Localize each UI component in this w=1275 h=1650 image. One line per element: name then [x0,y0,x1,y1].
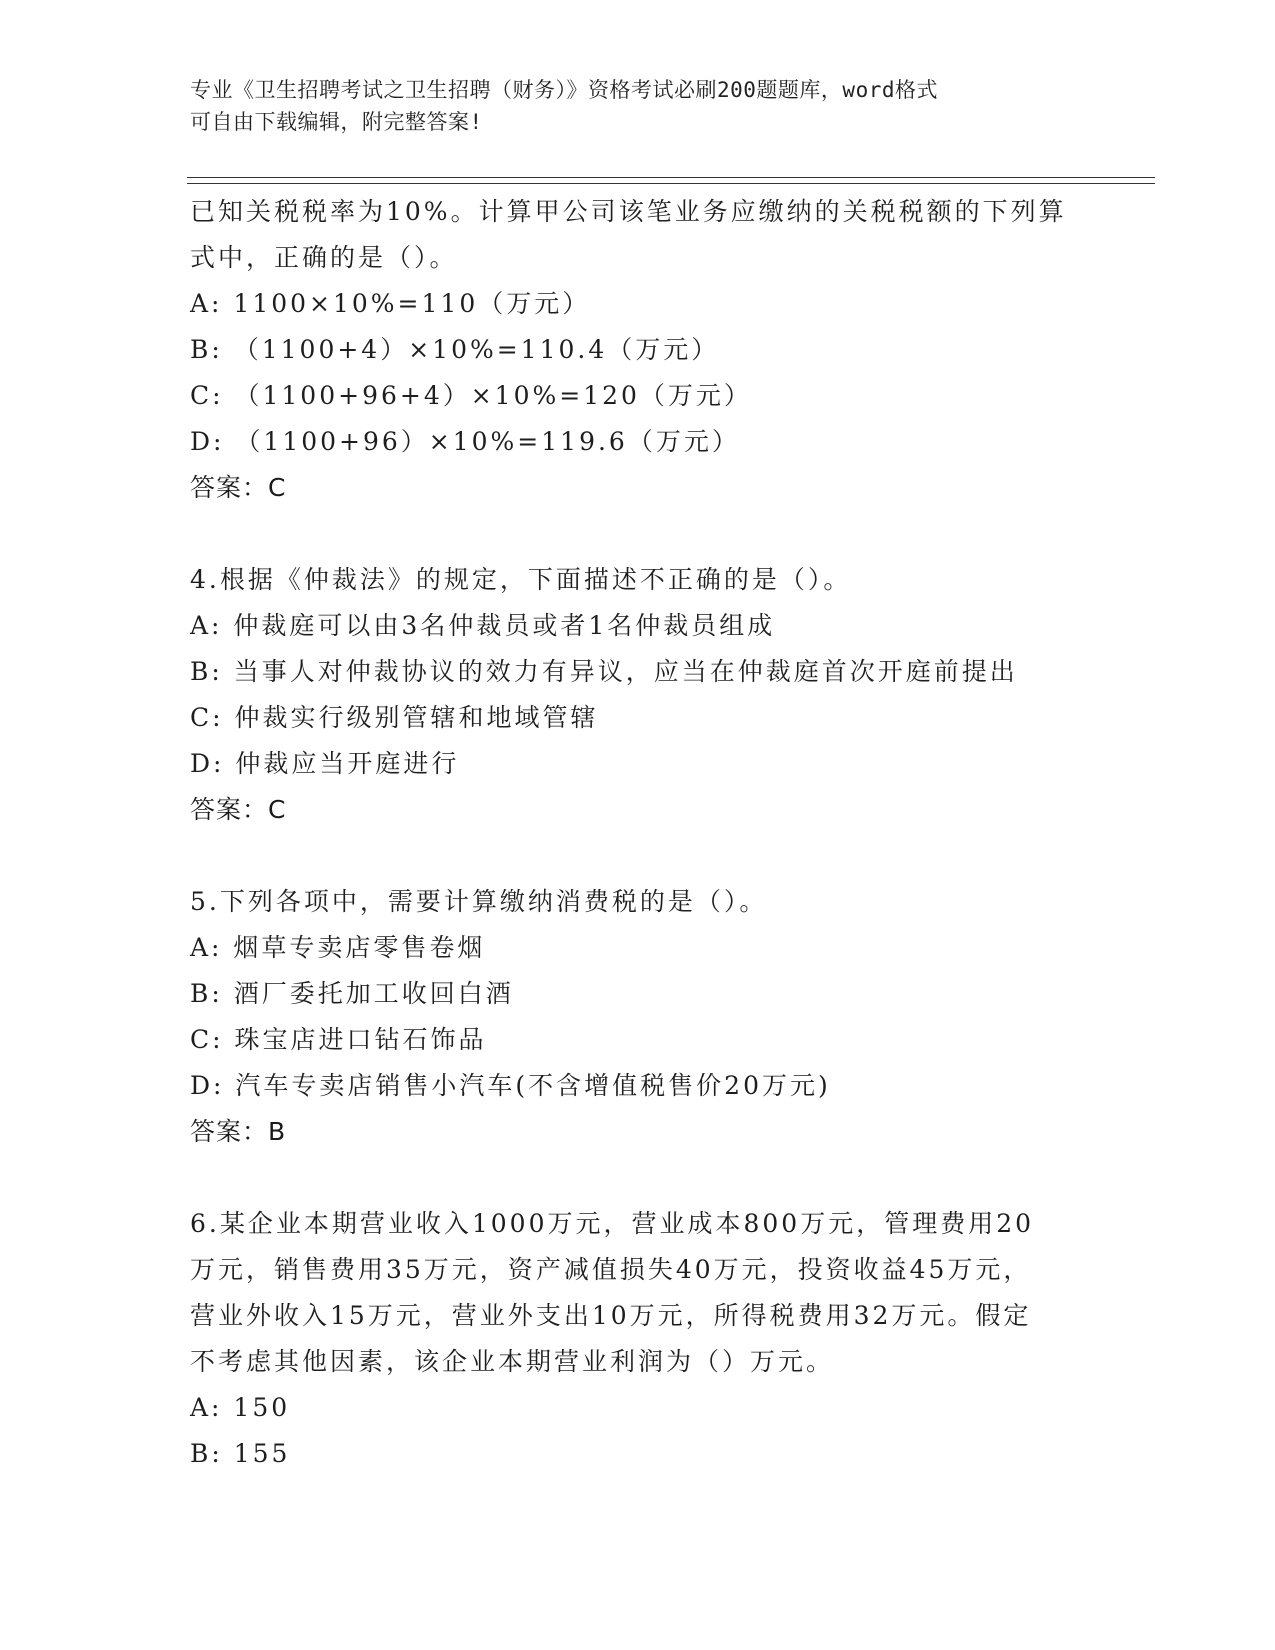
option-d: D: （1100+96）×10%=119.6（万元） [190,427,740,456]
option-a: A: 烟草专卖店零售卷烟 [190,933,486,962]
question-3 [190,189,1090,511]
header-divider-top [187,177,1155,178]
option-b: B: 酒厂委托加工收回白酒 [190,979,514,1008]
option-a: A: 1100×10%=110（万元） [190,289,591,318]
header-title-line-1: 专业《卫生招聘考试之卫生招聘（财务）》资格考试必刷200题题库，word格式 [190,78,938,102]
question-list [190,189,1090,1477]
option-c: C: 仲裁实行级别管辖和地域管辖 [190,703,599,732]
question-stem: 不考虑其他因素，该企业本期营业利润为（）万元。 [190,1347,835,1376]
option-c: C: 珠宝店进口钻石饰品 [190,1025,487,1054]
option-a: A: 仲裁庭可以由3名仲裁员或者1名仲裁员组成 [190,611,776,640]
answer-line: 答案：C [190,795,287,824]
header-title-line-2: 可自由下载编辑，附完整答案! [190,110,483,134]
answer-line: 答案：C [190,473,287,502]
question-4 [190,557,1090,833]
spacer [190,1155,1090,1201]
question-6 [190,1201,1090,1477]
option-d: D: 仲裁应当开庭进行 [190,749,460,778]
question-stem: 式中，正确的是（）。 [190,243,458,272]
spacer [190,833,1090,879]
question-stem: 营业外收入15万元，营业外支出10万元，所得税费用32万元。假定 [190,1301,1032,1330]
answer-line: 答案：B [190,1117,287,1146]
option-a: A: 150 [190,1393,291,1422]
option-b: B: （1100+4）×10%=110.4（万元） [190,335,720,364]
question-stem: 已知关税税率为10%。计算甲公司该笔业务应缴纳的关税税额的下列算 [190,197,1067,226]
question-stem: 万元，销售费用35万元，资产减值损失40万元，投资收益45万元， [190,1255,1032,1284]
question-stem: 6.某企业本期营业收入1000万元，营业成本800万元，管理费用20 [190,1209,1035,1238]
question-5 [190,879,1090,1155]
spacer [190,511,1090,557]
option-c: C: （1100+96+4）×10%=120（万元） [190,381,752,410]
question-stem: 4.根据《仲裁法》的规定，下面描述不正确的是（）。 [190,565,852,594]
option-d: D: 汽车专卖店销售小汽车(不含增值税售价20万元) [190,1071,831,1100]
option-b: B: 155 [190,1439,291,1468]
header-divider-bottom [187,183,1155,184]
option-b: B: 当事人对仲裁协议的效力有异议，应当在仲裁庭首次开庭前提出 [190,657,1018,686]
document-header [190,74,1090,138]
question-stem: 5.下列各项中，需要计算缴纳消费税的是（）。 [190,887,768,916]
